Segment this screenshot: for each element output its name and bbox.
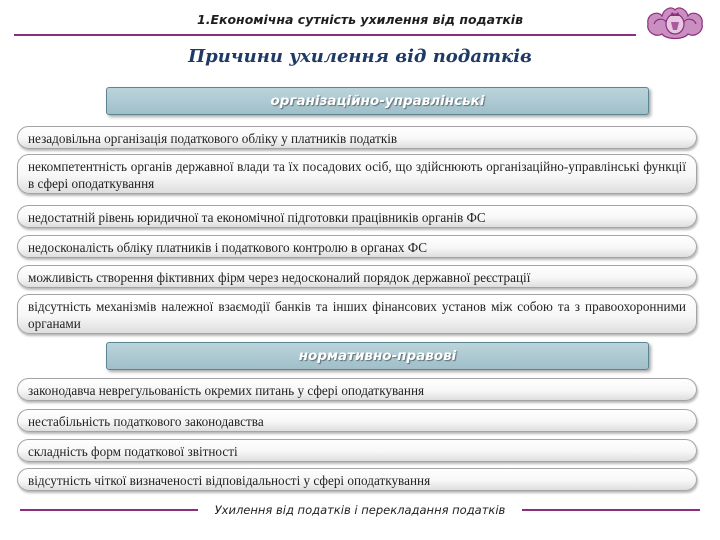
header-title: 1.Економічна сутність ухилення від податків bbox=[197, 12, 523, 27]
page-title: Причини ухилення від податків bbox=[188, 46, 532, 67]
cause-item: нестабільність податкового законодавства bbox=[17, 409, 697, 432]
cause-item: складність форм податкової звітності bbox=[17, 439, 697, 462]
header-divider bbox=[14, 34, 636, 36]
cause-item: законодавча неврегульованість окремих питань у сфері оподаткування bbox=[17, 378, 697, 401]
cause-item: відсутність механізмів належної взаємодії банків та інших фінансових установ між собою та з правоохоронними органами bbox=[17, 294, 697, 334]
cause-item: незадовільна організація податкового обліку у платників податків bbox=[17, 126, 697, 149]
university-crest-icon bbox=[644, 2, 706, 42]
cause-item: некомпетентність органів державної влади та їх посадових осіб, що здійснюють організаційно-управлінські функції в сфері оподаткування bbox=[17, 154, 697, 194]
cause-item: можливість створення фіктивних фірм через недосконалий порядок державної реєстрації bbox=[17, 265, 697, 288]
footer-divider-left bbox=[20, 509, 198, 511]
cause-item: недосконалість обліку платників і податкового контролю в органах ФС bbox=[17, 235, 697, 258]
section-header-organizational: організаційно-управлінські bbox=[106, 87, 649, 115]
section-header-regulatory: нормативно-правові bbox=[106, 342, 649, 370]
cause-item: відсутність чіткої визначеності відповідальності у сфері оподаткування bbox=[17, 468, 697, 491]
footer-divider-right bbox=[522, 509, 700, 511]
cause-item: недостатній рівень юридичної та економічної підготовки працівників органів ФС bbox=[17, 205, 697, 228]
footer-text: Ухилення від податків і перекладання податків bbox=[214, 503, 506, 517]
